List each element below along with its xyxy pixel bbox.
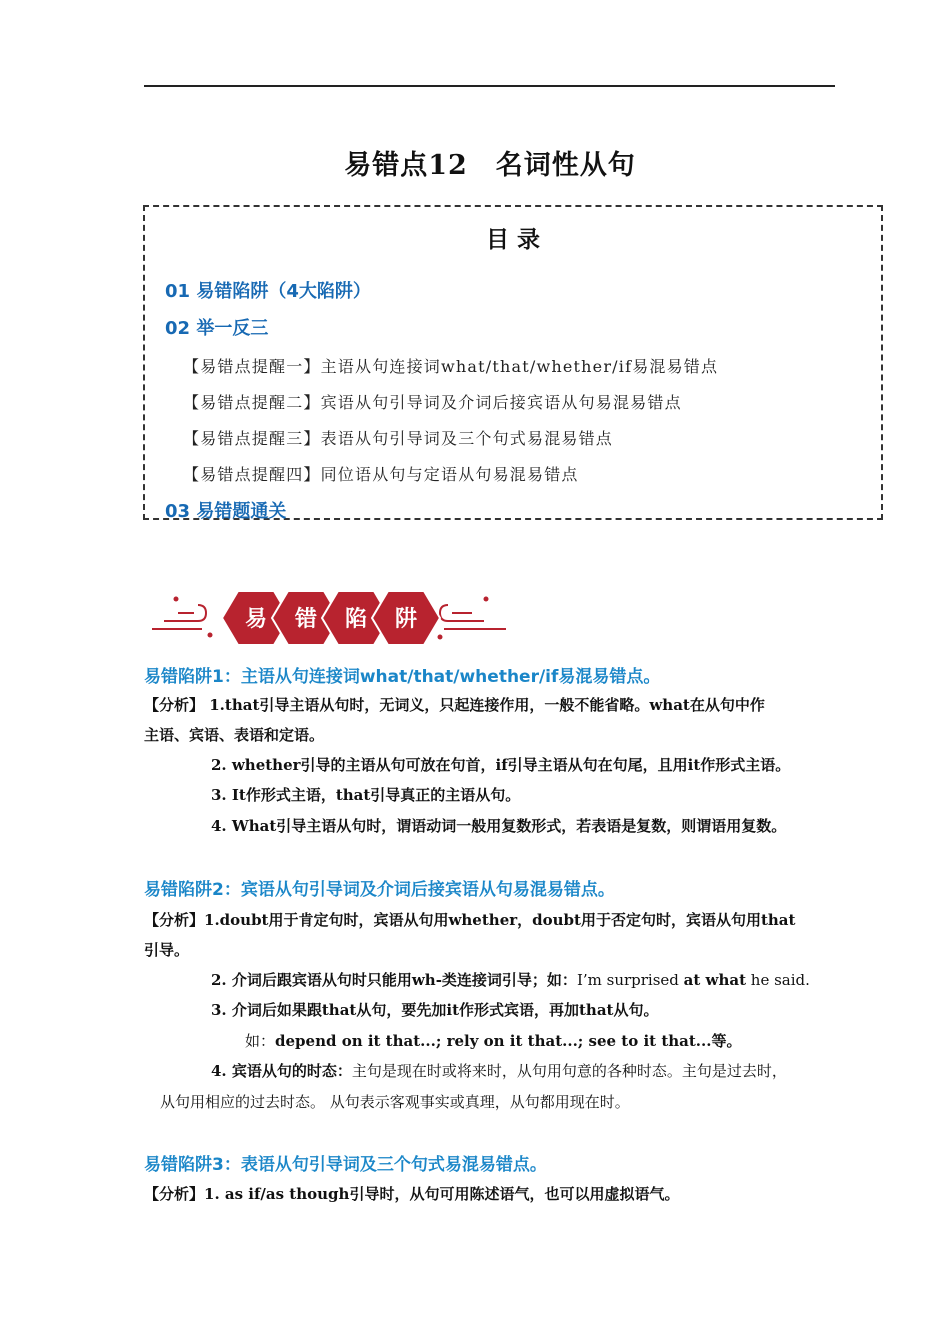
trap-1-analysis-line-1 (144, 690, 765, 720)
trap-2-point-3-example (245, 1026, 741, 1056)
banner-char-4: 阱 (394, 607, 418, 632)
header-rule (144, 85, 835, 87)
toc-section-examples[interactable]: 02 举一反三 (165, 318, 269, 339)
example-phrases: depend on it that...; rely on it that...; see to it that...等。 (275, 1032, 742, 1050)
banner-char-1: 易 (244, 607, 268, 632)
toc-heading: 目 录 (485, 226, 540, 253)
trap-2-analysis-line-1 (144, 905, 795, 935)
trap-1-analysis-line-2: 主语、宾语、表语和定语。 (144, 726, 325, 744)
trap-2-analysis-line-2: 引导。 (144, 941, 190, 959)
banner-char-3: 陷 (344, 607, 368, 632)
banner-ornament-left (152, 597, 213, 638)
analysis-label: 【分析】 (144, 1185, 205, 1203)
trap-1-point-4: 4. What引导主语从句时，谓语动词一般用复数形式，若表语是复数，则谓语用复数。 (211, 817, 787, 835)
trap-2-heading: 易错陷阱2：宾语从句引导词及介词后接宾语从句易混易错点。 (144, 880, 615, 900)
analysis-label: 【分析】 (144, 911, 205, 929)
example-emphasis: at what (683, 971, 747, 989)
trap-2-point-4-cont: 从句用相应的过去时态。 从句表示客观事实或真理，从句都用现在时。 (160, 1093, 630, 1111)
trap-3-heading: 易错陷阱3：表语从句引导词及三个句式易混易错点。 (144, 1155, 547, 1175)
toc-item-reminder-2[interactable]: 【易错点提醒二】宾语从句引导词及介词后接宾语从句易混易错点 (183, 393, 682, 412)
toc-section-exercises[interactable]: 03 易错题通关 (165, 501, 287, 522)
example-label: 如： (245, 1032, 276, 1050)
example-text: I’m surprised (576, 971, 684, 989)
trap-2-point-3: 3. 介词后如果跟that从句，要先加it作形式宾语，再加that从句。 (211, 1001, 659, 1019)
trap-2-point-4-label: 4. 宾语从句的时态： (211, 1062, 352, 1080)
trap-2-point-1: 1.doubt用于肯定句时，宾语从句用whether，doubt用于否定句时，宾语从句用that (204, 911, 796, 929)
trap-2-point-4-text: 主句是现在时或将来时，从句用句意的各种时态。主句是过去时， (351, 1062, 787, 1080)
trap-2-point-2 (211, 965, 810, 995)
trap-2-point-4 (211, 1056, 787, 1086)
toc-section-traps[interactable]: 01 易错陷阱（4大陷阱） (165, 281, 371, 302)
banner-ornament-right (438, 597, 507, 640)
trap-1-point-3: 3. It作形式主语，that引导真正的主语从句。 (211, 786, 521, 804)
trap-3-analysis-line-1 (144, 1179, 679, 1209)
analysis-label: 【分析】 (144, 696, 205, 714)
banner-char-2: 错 (294, 607, 318, 632)
trap-3-point-1: 1. as if/as though引导时，从句可用陈述语气，也可以用虚拟语气。 (204, 1185, 680, 1203)
trap-1-point-1: 1.that引导主语从句时，无词义，只起连接作用，一般不能省略。what在从句中作 (204, 696, 765, 714)
trap-1-point-2: 2. whether引导的主语从句可放在句首，if引导主语从句在句尾，且用it作形式主语。 (211, 756, 791, 774)
toc-item-reminder-3[interactable]: 【易错点提醒三】表语从句引导词及三个句式易混易错点 (183, 429, 614, 448)
table-of-contents (143, 205, 883, 520)
trap-1-heading: 易错陷阱1：主语从句连接词what/that/whether/if易混易错点。 (144, 667, 661, 687)
example-text-end: he said. (746, 971, 810, 989)
toc-item-reminder-1[interactable]: 【易错点提醒一】主语从句连接词what/that/whether/if易混易错点 (183, 357, 719, 376)
trap-banner (150, 585, 510, 651)
page-title: 易错点12 名词性从句 (344, 150, 636, 181)
toc-item-reminder-4[interactable]: 【易错点提醒四】同位语从句与定语从句易混易错点 (183, 465, 579, 484)
trap-2-point-2-rule: 2. 介词后跟宾语从句时只能用wh-类连接词引导；如： (211, 971, 577, 989)
